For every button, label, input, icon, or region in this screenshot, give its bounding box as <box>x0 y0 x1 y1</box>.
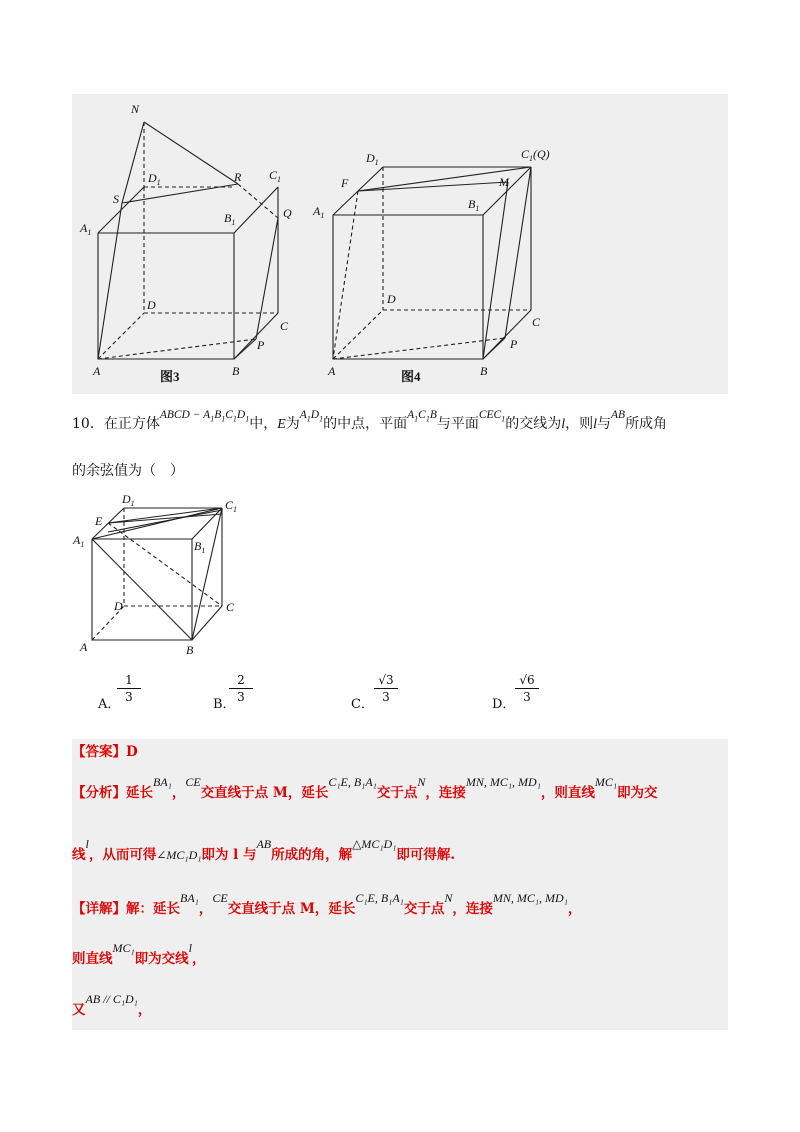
svg-text:B: B <box>232 364 240 378</box>
svg-text:C1: $C_1$ <box>269 168 282 184</box>
option-c-fraction: $\frac{√3}{3}$ <box>374 673 398 704</box>
svg-text:C1(Q): $C_1(Q)$ <box>521 147 550 163</box>
question-line-1: 10．在正方体$^{ABCD - A_1B_1C_1D_1}$中，E为$^{A_1D_1}$的中点，平面$^{A_1C_1B}$与平面$^{CEC_1}$的交线为l，则l与$^{AB}$所成角 <box>72 409 668 432</box>
svg-text:N: N <box>131 102 140 116</box>
svg-text:D: D <box>387 292 396 306</box>
svg-text:A: A <box>328 364 336 378</box>
option-b-fraction: $\frac{2}{3}$ <box>229 673 253 704</box>
svg-text:A1: $A_1$ <box>73 533 85 549</box>
svg-text:C: C <box>226 600 235 614</box>
svg-text:A1: $A_1$ <box>313 204 325 220</box>
svg-text:D: D <box>147 298 156 312</box>
svg-text:R: R <box>234 170 242 184</box>
option-a-fraction: $\frac{1}{3}$ <box>117 673 141 704</box>
svg-text:E: E <box>95 514 103 528</box>
svg-text:D1: $D_1$ <box>366 151 379 167</box>
svg-text:B1: $B_1$ <box>224 211 236 227</box>
svg-text:D: D <box>114 599 123 613</box>
figure-4 <box>312 94 612 394</box>
svg-text:D1: $D_1$ <box>148 171 161 187</box>
svg-text:C1: $C_1$ <box>225 498 238 514</box>
svg-text:A: A <box>80 640 88 654</box>
svg-text:C: C <box>280 319 289 333</box>
svg-text:A1: $A_1$ <box>80 221 92 237</box>
question-line-2: 的余弦值为（ ） <box>72 463 184 479</box>
option-d[interactable]: D． <box>492 697 516 712</box>
svg-text:C: C <box>532 315 541 329</box>
detail-line-2: 则直线MC₁即为交线l， <box>72 941 206 967</box>
svg-text:B1: $B_1$ <box>468 197 480 213</box>
detail-line-3: 又AB // C₁D₁， <box>72 992 152 1018</box>
fig4-caption: 图4 <box>401 369 421 384</box>
svg-text:A: A <box>93 364 101 378</box>
analysis-line-1: 【分析】延长BA₁，CE交直线于点 M，延长C₁E, B₁A₁交于点N，连接MN, MC₁, MD₁，则直线MC₁即为交 <box>72 775 658 801</box>
svg-text:S: S <box>113 192 119 206</box>
cube-figure <box>72 492 272 662</box>
option-c[interactable]: C． <box>351 697 374 712</box>
detail-line-1: 【详解】解：延长BA₁，CE交直线于点 M，延长C₁E, B₁A₁交于点N，连接MN, MC₁, MD₁， <box>72 891 582 917</box>
answer-line: 【答案】D <box>72 744 138 760</box>
figure-3 <box>72 94 312 394</box>
svg-text:B1: $B_1$ <box>194 539 206 555</box>
option-d-fraction: $\frac{√6}{3}$ <box>515 673 539 704</box>
option-b[interactable]: B． <box>213 697 236 712</box>
svg-text:D1: $D_1$ <box>122 492 135 508</box>
svg-text:P: P <box>257 338 265 352</box>
fig3-caption: 图3 <box>160 369 180 384</box>
svg-text:P: P <box>510 337 518 351</box>
svg-text:B: B <box>186 643 194 657</box>
option-a[interactable]: A． <box>98 697 121 712</box>
svg-text:M: M <box>499 175 509 189</box>
svg-text:Q: Q <box>283 206 292 220</box>
analysis-line-2: 线l，从而可得∠MC₁D₁即为 l 与AB所成的角，解△MC₁D₁即可得解. <box>72 837 456 863</box>
svg-text:B: B <box>480 364 488 378</box>
svg-text:F: F <box>341 176 349 190</box>
